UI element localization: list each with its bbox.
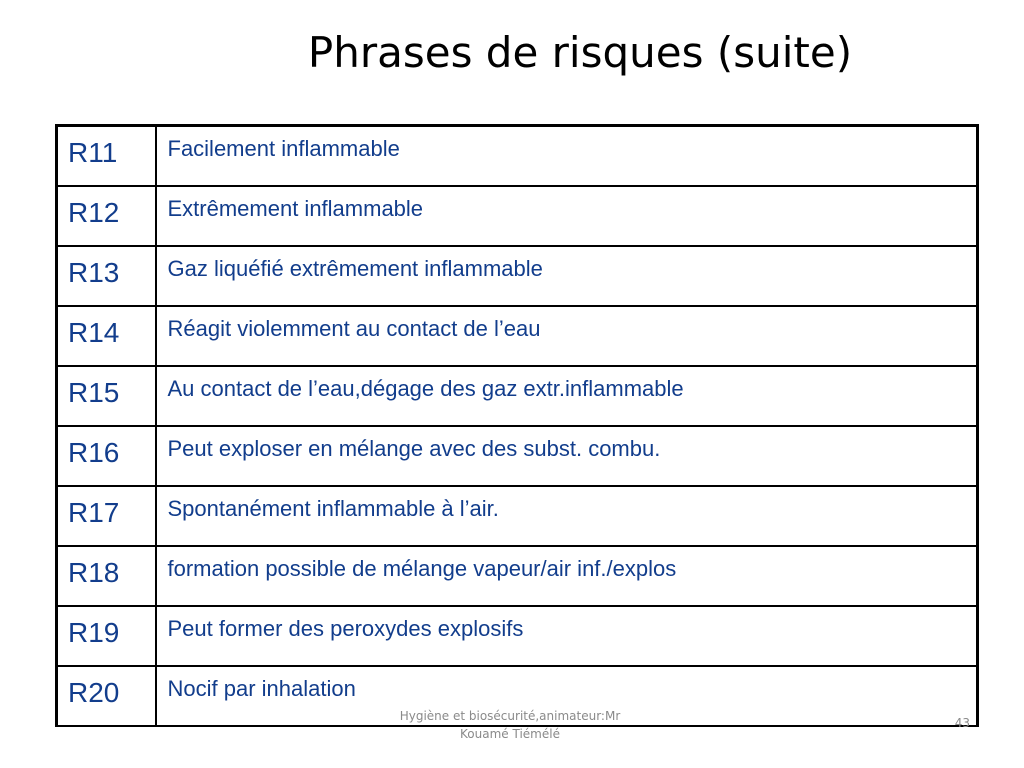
risk-description: Spontanément inflammable à l’air. <box>156 486 978 546</box>
table-row <box>57 486 978 546</box>
risk-description: Gaz liquéfié extrêmement inflammable <box>156 246 978 306</box>
risk-code: R14 <box>57 306 156 366</box>
risk-code: R20 <box>57 666 156 726</box>
risk-code: R15 <box>57 366 156 426</box>
risk-code: R17 <box>57 486 156 546</box>
risk-description: Peut former des peroxydes explosifs <box>156 606 978 666</box>
slide-footer <box>340 707 680 743</box>
table-row <box>57 246 978 306</box>
table-row <box>57 426 978 486</box>
risk-description: Nocif par inhalation <box>156 666 978 726</box>
risk-description: Réagit violemment au contact de l’eau <box>156 306 978 366</box>
risk-code: R18 <box>57 546 156 606</box>
risk-description: Au contact de l’eau,dégage des gaz extr.inflammable <box>156 366 978 426</box>
page-number: 43 <box>954 716 970 730</box>
risk-description: Extrêmement inflammable <box>156 186 978 246</box>
risk-code: R12 <box>57 186 156 246</box>
footer-line-author: Hygiène et biosécurité,animateur:Mr <box>399 709 621 723</box>
table-row <box>57 606 978 666</box>
risk-code: R13 <box>57 246 156 306</box>
risk-phrases-table <box>55 124 979 727</box>
risk-description: formation possible de mélange vapeur/air inf./explos <box>156 546 978 606</box>
risk-description: Facilement inflammable <box>156 126 978 186</box>
risk-code: R16 <box>57 426 156 486</box>
slide-title: Phrases de risques (suite) <box>307 28 853 77</box>
risk-description: Peut exploser en mélange avec des subst. combu. <box>156 426 978 486</box>
footer-line-name: Kouamé Tiémélé <box>460 727 560 741</box>
table-row <box>57 186 978 246</box>
table-row <box>57 306 978 366</box>
table-row <box>57 366 978 426</box>
table-row <box>57 546 978 606</box>
risk-code: R11 <box>57 126 156 186</box>
risk-code: R19 <box>57 606 156 666</box>
table-row <box>57 126 978 186</box>
